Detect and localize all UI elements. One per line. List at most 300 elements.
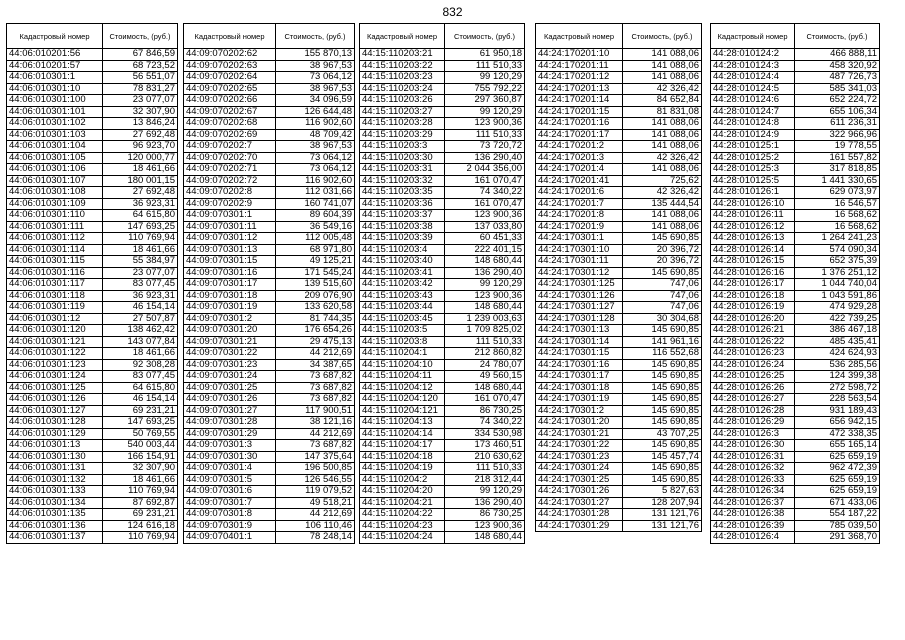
table-row <box>536 210 702 222</box>
cost-value: 136 290,40 <box>445 152 525 164</box>
table-row <box>184 152 355 164</box>
cost-value: 212 860,82 <box>445 348 525 360</box>
table-row <box>184 95 355 107</box>
cadastral-number: 44:24:170301:128 <box>536 313 623 325</box>
cadastral-number: 44:09:070301:1 <box>184 210 276 222</box>
table-row <box>360 210 525 222</box>
table-row <box>711 463 880 475</box>
cadastral-number: 44:15:110203:27 <box>360 106 445 118</box>
table-row <box>711 359 880 371</box>
cost-value: 27 692,48 <box>103 129 178 141</box>
cost-value: 147 693,25 <box>103 417 178 429</box>
cost-value: 49 125,21 <box>276 256 355 268</box>
table-row <box>7 405 178 417</box>
cost-value: 18 461,66 <box>103 474 178 486</box>
cadastral-number: 44:09:070202:71 <box>184 164 276 176</box>
cost-value: 73 064,12 <box>276 152 355 164</box>
cadastral-number: 44:24:170301:15 <box>536 348 623 360</box>
cadastral-number: 44:24:170201:3 <box>536 152 623 164</box>
cost-value: 111 510,33 <box>445 129 525 141</box>
table-row <box>536 95 702 107</box>
table-row <box>7 118 178 130</box>
cost-value: 48 709,42 <box>276 129 355 141</box>
cadastral-number: 44:24:170301:10 <box>536 244 623 256</box>
cadastral-number: 44:24:170201:8 <box>536 210 623 222</box>
cadastral-number: 44:06:010301:103 <box>7 129 103 141</box>
cost-value: 161 070,47 <box>445 198 525 210</box>
cost-value: 625 659,19 <box>795 451 880 463</box>
cost-value: 148 680,44 <box>445 302 525 314</box>
cadastral-number: 44:09:070202:66 <box>184 95 276 107</box>
cadastral-number: 44:06:010301:104 <box>7 141 103 153</box>
table-row <box>711 474 880 486</box>
cost-value: 176 654,26 <box>276 325 355 337</box>
cost-value: 629 073,97 <box>795 187 880 199</box>
cost-value: 60 451,33 <box>445 233 525 245</box>
table-row <box>7 152 178 164</box>
cadastral-number: 44:09:070301:24 <box>184 371 276 383</box>
table-row <box>7 221 178 233</box>
cost-value: 148 680,44 <box>445 532 525 544</box>
table-row <box>711 313 880 325</box>
table-row <box>536 428 702 440</box>
table-row <box>536 106 702 118</box>
cadastral-number: 44:28:010126:29 <box>711 417 795 429</box>
cost-value: 472 338,35 <box>795 428 880 440</box>
table-row <box>7 141 178 153</box>
cost-value: 145 690,85 <box>623 394 702 406</box>
table-row <box>184 428 355 440</box>
cost-value: 131 121,76 <box>623 520 702 532</box>
table-row <box>184 336 355 348</box>
cadastral-number: 44:28:010124:6 <box>711 95 795 107</box>
cost-value: 135 444,54 <box>623 198 702 210</box>
cadastral-number: 44:15:110203:45 <box>360 313 445 325</box>
table-row <box>711 83 880 95</box>
cadastral-number: 44:28:010126:11 <box>711 210 795 222</box>
cost-value: 131 121,76 <box>623 509 702 521</box>
cost-value: 73 720,72 <box>445 141 525 153</box>
table-row <box>536 497 702 509</box>
table-row <box>184 497 355 509</box>
table-row <box>7 60 178 72</box>
table-row <box>711 336 880 348</box>
cadastral-number: 44:15:110203:30 <box>360 152 445 164</box>
cadastral-number: 44:06:010301:132 <box>7 474 103 486</box>
cost-value: 422 739,25 <box>795 313 880 325</box>
table-row <box>360 198 525 210</box>
table-row <box>711 405 880 417</box>
cadastral-number: 44:09:070301:19 <box>184 302 276 314</box>
cost-value: 18 461,66 <box>103 348 178 360</box>
table-row <box>536 348 702 360</box>
table-row <box>184 474 355 486</box>
cost-value: 81 831,08 <box>623 106 702 118</box>
table-row <box>360 141 525 153</box>
cadastral-number: 44:24:170201:14 <box>536 95 623 107</box>
cadastral-number: 44:06:010301:131 <box>7 463 103 475</box>
table-row <box>7 336 178 348</box>
table-row <box>7 371 178 383</box>
table-row <box>7 72 178 84</box>
table-row <box>536 175 702 187</box>
cost-value: 111 510,33 <box>445 336 525 348</box>
cost-value: 297 360,87 <box>445 95 525 107</box>
cost-value: 218 312,44 <box>445 474 525 486</box>
cadastral-number: 44:28:010126:34 <box>711 486 795 498</box>
table-row <box>536 164 702 176</box>
cadastral-number: 44:15:110203:31 <box>360 164 445 176</box>
table-row <box>711 141 880 153</box>
cadastral-number: 44:28:010126:21 <box>711 325 795 337</box>
table-row <box>360 382 525 394</box>
table-row <box>360 164 525 176</box>
table-row <box>711 371 880 383</box>
cost-value: 747,06 <box>623 279 702 291</box>
cost-value: 110 769,94 <box>103 233 178 245</box>
cadastral-number: 44:15:110203:44 <box>360 302 445 314</box>
cost-value: 38 967,53 <box>276 83 355 95</box>
cost-value: 73 064,12 <box>276 72 355 84</box>
table-row <box>711 233 880 245</box>
cost-value: 141 088,06 <box>623 118 702 130</box>
cost-value: 210 630,62 <box>445 451 525 463</box>
cost-value: 334 530,98 <box>445 428 525 440</box>
cost-value: 466 888,11 <box>795 49 880 61</box>
cost-value: 145 690,85 <box>623 405 702 417</box>
table-row <box>184 405 355 417</box>
cadastral-number: 44:09:070301:16 <box>184 267 276 279</box>
table-row <box>360 348 525 360</box>
cost-value: 117 900,51 <box>276 405 355 417</box>
cost-value: 73 687,82 <box>276 394 355 406</box>
cadastral-number: 44:06:010301:1 <box>7 72 103 84</box>
cost-value: 585 341,03 <box>795 83 880 95</box>
cadastral-number: 44:06:010301:136 <box>7 520 103 532</box>
table-row <box>711 187 880 199</box>
table-row <box>184 141 355 153</box>
cost-value: 141 088,06 <box>623 141 702 153</box>
table-row <box>360 175 525 187</box>
cost-value: 785 039,50 <box>795 520 880 532</box>
table-row <box>536 440 702 452</box>
cadastral-number: 44:28:010126:12 <box>711 221 795 233</box>
table-row <box>536 290 702 302</box>
cadastral-number: 44:15:110204:24 <box>360 532 445 544</box>
header-cadastral: Кадастровый номер <box>184 24 276 49</box>
cadastral-number: 44:06:010301:115 <box>7 256 103 268</box>
cost-value: 38 967,53 <box>276 141 355 153</box>
table-row <box>7 382 178 394</box>
table-row <box>360 325 525 337</box>
cost-value: 119 079,52 <box>276 486 355 498</box>
cadastral-number: 44:28:010126:13 <box>711 233 795 245</box>
cost-value: 136 290,40 <box>445 267 525 279</box>
cadastral-number: 44:28:010126:15 <box>711 256 795 268</box>
cost-value: 46 154,14 <box>103 394 178 406</box>
cadastral-number: 44:06:010301:114 <box>7 244 103 256</box>
table-row <box>711 520 880 532</box>
table-row <box>536 509 702 521</box>
cadastral-number: 44:09:070301:12 <box>184 233 276 245</box>
cadastral-number: 44:06:010301:107 <box>7 175 103 187</box>
cadastral-number: 44:28:010124:4 <box>711 72 795 84</box>
cost-value: 36 549,16 <box>276 221 355 233</box>
table-row <box>360 187 525 199</box>
cadastral-number: 44:28:010125:2 <box>711 152 795 164</box>
cadastral-number: 44:09:070401:1 <box>184 532 276 544</box>
table-row <box>536 49 702 61</box>
cost-value: 317 818,85 <box>795 164 880 176</box>
cost-value: 458 320,92 <box>795 60 880 72</box>
cadastral-number: 44:09:070301:30 <box>184 451 276 463</box>
table-row <box>536 336 702 348</box>
cadastral-number: 44:28:010126:18 <box>711 290 795 302</box>
cost-value: 1 043 591,86 <box>795 290 880 302</box>
cadastral-number: 44:24:170301:23 <box>536 451 623 463</box>
cadastral-number: 44:09:070301:26 <box>184 394 276 406</box>
cadastral-number: 44:15:110204:1 <box>360 348 445 360</box>
table-row <box>536 325 702 337</box>
cadastral-number: 44:06:010201:57 <box>7 60 103 72</box>
table-row <box>360 405 525 417</box>
table-row <box>536 382 702 394</box>
cadastral-number: 44:28:010124:7 <box>711 106 795 118</box>
table-row <box>184 106 355 118</box>
cadastral-number: 44:15:110203:24 <box>360 83 445 95</box>
cadastral-number: 44:28:010125:5 <box>711 175 795 187</box>
cadastral-table-1 <box>6 23 178 544</box>
table-row <box>360 221 525 233</box>
cost-value: 141 088,06 <box>623 129 702 141</box>
cost-value: 161 070,47 <box>445 394 525 406</box>
page-number: 832 <box>442 5 463 19</box>
cadastral-number: 44:15:110203:22 <box>360 60 445 72</box>
cost-value: 56 551,07 <box>103 72 178 84</box>
cadastral-number: 44:15:110204:17 <box>360 440 445 452</box>
cost-value: 89 604,39 <box>276 210 355 222</box>
cost-value: 145 690,85 <box>623 359 702 371</box>
table-row <box>536 141 702 153</box>
table-row <box>184 463 355 475</box>
cost-value: 92 308,28 <box>103 359 178 371</box>
table-row <box>7 302 178 314</box>
cost-value: 228 563,54 <box>795 394 880 406</box>
cadastral-number: 44:24:170201:11 <box>536 60 623 72</box>
cadastral-number: 44:06:010301:109 <box>7 198 103 210</box>
cost-value: 73 687,82 <box>276 371 355 383</box>
cadastral-number: 44:15:110204:11 <box>360 371 445 383</box>
cost-value: 61 950,18 <box>445 49 525 61</box>
table-row <box>711 290 880 302</box>
cost-value: 1 709 825,02 <box>445 325 525 337</box>
table-row <box>711 95 880 107</box>
cost-value: 116 902,60 <box>276 118 355 130</box>
cost-value: 34 096,59 <box>276 95 355 107</box>
cost-value: 69 231,21 <box>103 405 178 417</box>
table-row <box>711 325 880 337</box>
table-row <box>7 267 178 279</box>
table-row <box>711 394 880 406</box>
table-row <box>536 451 702 463</box>
table-row <box>711 118 880 130</box>
cost-value: 145 690,85 <box>623 440 702 452</box>
cost-value: 222 401,15 <box>445 244 525 256</box>
cadastral-number: 44:15:110204:14 <box>360 428 445 440</box>
cadastral-table-4 <box>535 23 702 532</box>
table-row <box>7 359 178 371</box>
cost-value: 32 307,90 <box>103 106 178 118</box>
table-row <box>360 463 525 475</box>
cost-value: 46 154,14 <box>103 302 178 314</box>
cost-value: 68 971,80 <box>276 244 355 256</box>
table-row <box>184 72 355 84</box>
table-row <box>711 49 880 61</box>
cost-value: 16 568,62 <box>795 210 880 222</box>
table-row <box>184 221 355 233</box>
table-row <box>7 83 178 95</box>
table-row <box>711 72 880 84</box>
cost-value: 143 077,84 <box>103 336 178 348</box>
cadastral-number: 44:06:010301:110 <box>7 210 103 222</box>
cadastral-number: 44:15:110204:22 <box>360 509 445 521</box>
cost-value: 111 510,33 <box>445 463 525 475</box>
cost-value: 725,62 <box>623 175 702 187</box>
cost-value: 116 552,68 <box>623 348 702 360</box>
table-row <box>7 474 178 486</box>
cost-value: 42 326,42 <box>623 83 702 95</box>
cost-value: 13 846,24 <box>103 118 178 130</box>
cost-value: 126 644,48 <box>276 106 355 118</box>
cadastral-number: 44:28:010126:25 <box>711 371 795 383</box>
cost-value: 73 687,82 <box>276 382 355 394</box>
table-row <box>360 428 525 440</box>
cadastral-table-2 <box>183 23 355 544</box>
cadastral-number: 44:28:010124:3 <box>711 60 795 72</box>
cost-value: 161 070,47 <box>445 175 525 187</box>
cost-value: 112 005,48 <box>276 233 355 245</box>
cost-value: 145 690,85 <box>623 267 702 279</box>
table-row <box>184 394 355 406</box>
cost-value: 34 387,65 <box>276 359 355 371</box>
table-row <box>360 486 525 498</box>
cadastral-number: 44:09:070301:6 <box>184 486 276 498</box>
cost-value: 83 077,45 <box>103 279 178 291</box>
table-row <box>7 279 178 291</box>
cadastral-number: 44:28:010124:8 <box>711 118 795 130</box>
table-row <box>360 417 525 429</box>
cadastral-number: 44:15:110203:32 <box>360 175 445 187</box>
table-row <box>7 244 178 256</box>
cadastral-number: 44:09:070202:68 <box>184 118 276 130</box>
table-row <box>536 129 702 141</box>
cadastral-number: 44:24:170301:25 <box>536 474 623 486</box>
table-row <box>360 440 525 452</box>
cadastral-number: 44:28:010126:33 <box>711 474 795 486</box>
table-row <box>360 267 525 279</box>
cadastral-number: 44:09:070202:9 <box>184 198 276 210</box>
cost-value: 32 307,90 <box>103 463 178 475</box>
cadastral-number: 44:06:010301:124 <box>7 371 103 383</box>
table-row <box>536 463 702 475</box>
cadastral-number: 44:15:110203:28 <box>360 118 445 130</box>
cost-value: 78 248,14 <box>276 532 355 544</box>
table-row <box>184 187 355 199</box>
table-row <box>7 198 178 210</box>
cadastral-number: 44:24:170301:127 <box>536 302 623 314</box>
table-row <box>7 175 178 187</box>
table-row <box>536 371 702 383</box>
cadastral-number: 44:09:070202:67 <box>184 106 276 118</box>
table-row <box>184 359 355 371</box>
table-row <box>360 532 525 544</box>
table-row <box>184 451 355 463</box>
cost-value: 155 870,13 <box>276 49 355 61</box>
table-row <box>184 382 355 394</box>
cadastral-number: 44:06:010301:125 <box>7 382 103 394</box>
cadastral-number: 44:09:070301:22 <box>184 348 276 360</box>
cost-value: 141 961,16 <box>623 336 702 348</box>
cadastral-number: 44:09:070301:27 <box>184 405 276 417</box>
table-row <box>184 60 355 72</box>
table-row <box>711 164 880 176</box>
table-row <box>360 302 525 314</box>
cost-value: 141 088,06 <box>623 164 702 176</box>
cadastral-number: 44:09:070301:11 <box>184 221 276 233</box>
cost-value: 68 723,52 <box>103 60 178 72</box>
cadastral-number: 44:24:170201:7 <box>536 198 623 210</box>
cost-value: 99 120,29 <box>445 106 525 118</box>
cadastral-number: 44:15:110203:42 <box>360 279 445 291</box>
cadastral-number: 44:28:010126:19 <box>711 302 795 314</box>
cadastral-number: 44:28:010126:31 <box>711 451 795 463</box>
cadastral-number: 44:28:010126:28 <box>711 405 795 417</box>
table-row <box>7 233 178 245</box>
cadastral-number: 44:06:010301:129 <box>7 428 103 440</box>
table-row <box>536 359 702 371</box>
cadastral-number: 44:28:010126:20 <box>711 313 795 325</box>
cost-value: 931 189,43 <box>795 405 880 417</box>
table-row <box>536 474 702 486</box>
cadastral-number: 44:09:070202:72 <box>184 175 276 187</box>
cost-value: 123 900,36 <box>445 210 525 222</box>
cadastral-number: 44:15:110203:26 <box>360 95 445 107</box>
cost-value: 209 076,90 <box>276 290 355 302</box>
table-row <box>360 497 525 509</box>
cadastral-number: 44:24:170201:15 <box>536 106 623 118</box>
table-row <box>184 302 355 314</box>
cadastral-number: 44:15:110204:23 <box>360 520 445 532</box>
cost-value: 16 546,57 <box>795 198 880 210</box>
cadastral-number: 44:15:110203:23 <box>360 72 445 84</box>
cadastral-number: 44:28:010126:10 <box>711 198 795 210</box>
cadastral-number: 44:06:010301:13 <box>7 440 103 452</box>
cadastral-number: 44:28:010126:26 <box>711 382 795 394</box>
cadastral-number: 44:09:070301:29 <box>184 428 276 440</box>
table-row <box>536 221 702 233</box>
cadastral-table-5 <box>710 23 880 544</box>
cadastral-number: 44:15:110204:21 <box>360 497 445 509</box>
table-row <box>711 60 880 72</box>
cost-value: 1 044 740,04 <box>795 279 880 291</box>
cadastral-number: 44:15:110203:21 <box>360 49 445 61</box>
cost-value: 49 560,15 <box>445 371 525 383</box>
cadastral-number: 44:06:010301:100 <box>7 95 103 107</box>
table-row <box>711 440 880 452</box>
cadastral-number: 44:15:110203:5 <box>360 325 445 337</box>
cost-value: 160 741,07 <box>276 198 355 210</box>
cost-value: 20 396,72 <box>623 256 702 268</box>
